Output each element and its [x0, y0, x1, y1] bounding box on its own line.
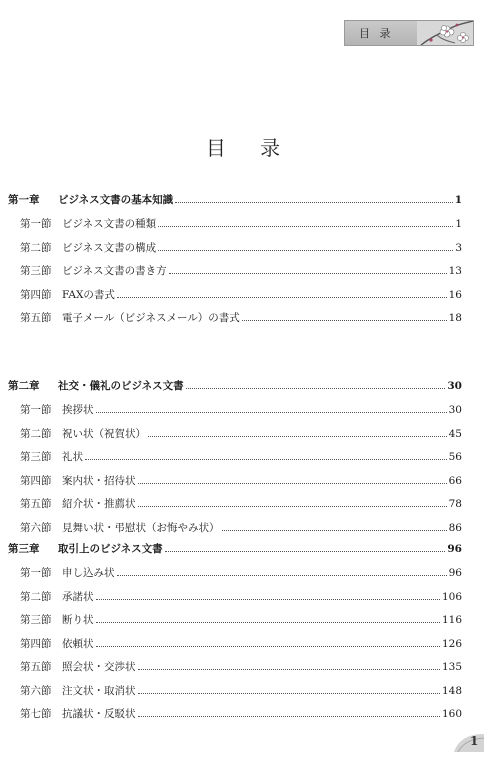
page-number-badge-icon: [452, 732, 486, 754]
section-page-number: 86: [448, 521, 462, 534]
section-title: ビジネス文書の種類: [62, 218, 157, 230]
section-number: 第四節: [20, 474, 52, 487]
section-number: 第七節: [20, 708, 52, 720]
dot-leader: [96, 622, 440, 623]
toc-section-row: [0, 286, 500, 304]
header-tab-label: 目 录: [359, 27, 394, 40]
section-title: 申し込み状: [62, 567, 115, 579]
section-number: 第二節: [20, 427, 52, 440]
dot-leader: [138, 669, 440, 670]
dot-leader: [242, 320, 447, 321]
section-page-number: 66: [448, 474, 462, 487]
section-number: 第二節: [20, 241, 52, 254]
toc-section-row: [0, 658, 500, 676]
section-title: 紹介状・推薦状: [62, 498, 136, 510]
section-title: 承諾状: [62, 590, 94, 603]
section-page-number: 18: [448, 312, 462, 324]
chapter-number: 第二章: [8, 380, 40, 392]
section-number: 第三節: [20, 451, 52, 463]
toc-chapter-row: [0, 377, 500, 395]
section-page-number: 148: [441, 684, 462, 697]
section-number: 第一節: [20, 218, 52, 230]
section-title: ビジネス文書の構成: [62, 241, 157, 254]
section-page-number: 96: [448, 567, 462, 579]
toc-section-row: [0, 495, 500, 513]
toc-section-row: [0, 309, 500, 327]
section-number: 第五節: [20, 661, 52, 673]
dot-leader: [158, 250, 453, 251]
dot-leader: [138, 693, 440, 694]
dot-leader: [96, 646, 440, 647]
toc-section-row: [0, 635, 500, 653]
section-number: 第四節: [20, 288, 52, 301]
dot-leader: [165, 551, 445, 552]
toc-section-row: [0, 215, 500, 233]
toc-section-row: [0, 472, 500, 490]
toc-section-row: [0, 239, 500, 257]
toc-section-row: [0, 611, 500, 629]
section-page-number: 78: [448, 498, 462, 510]
toc-section-row: [0, 401, 500, 419]
toc-chapter-row: [0, 540, 500, 558]
section-page-number: 13: [448, 265, 462, 277]
section-title: 注文状・取消状: [62, 684, 136, 697]
toc-section-row: [0, 588, 500, 606]
chapter-title: 社交・儀礼のビジネス文書: [58, 380, 184, 392]
section-page-number: 116: [441, 614, 462, 626]
section-page-number: 45: [448, 427, 462, 440]
dot-leader: [158, 226, 453, 227]
section-number: 第三節: [20, 614, 52, 626]
page-title: 目 录: [205, 136, 295, 160]
section-page-number: 106: [441, 590, 462, 603]
section-page-number: 30: [448, 404, 462, 416]
section-number: 第二節: [20, 590, 52, 603]
dot-leader: [117, 297, 447, 298]
section-page-number: 56: [448, 451, 462, 463]
dot-leader: [96, 412, 447, 413]
dot-leader: [96, 599, 440, 600]
page-number: 1: [470, 734, 479, 748]
toc-chapter-row: [0, 191, 500, 209]
dot-leader: [169, 273, 447, 274]
chapter-number: 第三章: [8, 543, 40, 555]
section-number: 第一節: [20, 404, 52, 416]
section-number: 第一節: [20, 567, 52, 579]
section-number: 第五節: [20, 312, 52, 324]
section-title: 挨拶状: [62, 404, 94, 416]
section-page-number: 1: [455, 218, 462, 230]
section-title: FAXの書式: [62, 288, 115, 301]
section-number: 第六節: [20, 521, 52, 534]
toc-section-row: [0, 519, 500, 537]
toc-section-row: [0, 262, 500, 280]
dot-leader: [85, 459, 447, 460]
section-title: 礼状: [62, 451, 83, 463]
section-page-number: 135: [441, 661, 462, 673]
chapter-page-number: 30: [447, 380, 462, 392]
section-title: 祝い状（祝賀状）: [62, 427, 146, 440]
section-page-number: 16: [448, 288, 462, 301]
section-number: 第六節: [20, 684, 52, 697]
dot-leader: [138, 506, 447, 507]
toc-section-row: [0, 564, 500, 582]
toc-section-row: [0, 682, 500, 700]
section-title: 断り状: [62, 614, 94, 626]
chapter-title: ビジネス文書の基本知識: [58, 194, 174, 206]
chapter-title: 取引上のビジネス文書: [58, 543, 163, 555]
section-page-number: 160: [441, 708, 462, 720]
dot-leader: [138, 483, 447, 484]
section-page-number: 126: [441, 637, 462, 650]
dot-leader: [138, 716, 440, 717]
chapter-page-number: 1: [454, 194, 462, 206]
chapter-page-number: 96: [447, 543, 462, 555]
header-tab: [344, 20, 474, 46]
section-title: 照会状・交渉状: [62, 661, 136, 673]
plum-blossom-icon: [417, 21, 473, 46]
section-title: 抗議状・反駁状: [62, 708, 136, 720]
dot-leader: [148, 436, 447, 437]
chapter-number: 第一章: [8, 194, 40, 206]
toc-section-row: [0, 705, 500, 723]
dot-leader: [186, 388, 445, 389]
section-title: 見舞い状・弔慰状（お悔やみ状）: [62, 521, 220, 534]
section-title: 電子メール（ビジネスメール）の書式: [62, 312, 240, 324]
section-title: ビジネス文書の書き方: [62, 265, 167, 277]
toc-section-row: [0, 425, 500, 443]
section-number: 第三節: [20, 265, 52, 277]
section-number: 第四節: [20, 637, 52, 650]
toc-section-row: [0, 448, 500, 466]
dot-leader: [117, 575, 447, 576]
section-title: 依頼状: [62, 637, 94, 650]
section-page-number: 3: [455, 241, 462, 254]
dot-leader: [222, 530, 447, 531]
dot-leader: [175, 202, 453, 203]
section-title: 案内状・招待状: [62, 474, 136, 487]
section-number: 第五節: [20, 498, 52, 510]
